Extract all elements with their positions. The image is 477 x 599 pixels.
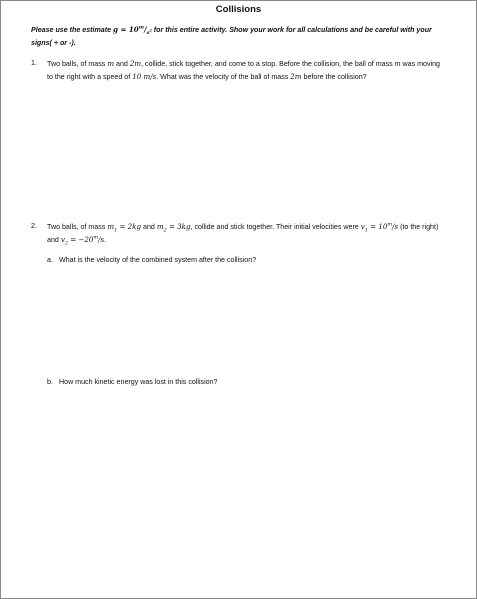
subquestion-letter: a.: [47, 256, 53, 264]
q2-mass-1: [107, 222, 142, 234]
q2-text-part: .: [104, 235, 107, 244]
q2-mass1-symbol: m: [107, 222, 115, 231]
subquestion-letter: b.: [47, 378, 53, 386]
q2-v2-value: = −20: [67, 234, 94, 244]
q1-text-part: . What was the velocity of the ball of mass: [156, 72, 291, 81]
q2-text-part: Two balls, of mass: [47, 223, 108, 231]
q1-mass-2m: 2m: [129, 59, 142, 68]
gravity-unit-slash: /: [143, 25, 147, 34]
instructions-text-end: for this entire activity. Show your work for all calculations and be careful with your signs( + or -).: [31, 26, 432, 47]
gravity-unit-num: m: [138, 24, 144, 31]
subquestion-text: What is the velocity of the combined system after the collision?: [59, 256, 257, 264]
q1-mass-2m: 2m: [290, 71, 302, 81]
question-2: [31, 221, 446, 246]
q2-v1-unit-num: m: [387, 221, 393, 228]
question-1: [31, 58, 446, 83]
q2-mass-2: [156, 222, 191, 234]
subquestion-a: [47, 255, 447, 267]
q2-mass2-sub: 2: [163, 227, 167, 234]
q2-v1-symbol: v: [360, 222, 365, 231]
q1-mass-m: m: [107, 59, 115, 68]
gravity-unit-den: s: [146, 30, 150, 37]
gravity-value: g = 10: [113, 25, 139, 34]
q1-text-part: before the collision?: [301, 72, 367, 81]
q2-text-part: (to the right) and: [47, 223, 439, 244]
question-text: [47, 58, 446, 83]
subquestion-b: [47, 377, 447, 389]
q2-v1-sub: 1: [364, 227, 368, 234]
q2-v1-value: = 10: [367, 222, 388, 231]
q2-mass2-symbol: m: [156, 222, 164, 231]
q1-text-part: , collide, stick together, and come to a stop. Before the collision, the ball of mass m was moving to the right with a speed of: [47, 60, 440, 81]
instructions-text-start: Please use the estimate: [31, 26, 114, 34]
q1-text-part: and: [114, 60, 130, 68]
subquestion-text: How much kinetic energy was lost in this collision?: [59, 378, 218, 386]
question-number: 1.: [31, 59, 37, 67]
q2-v2-unit-num: m: [93, 234, 99, 241]
q2-velocity-1: [360, 221, 399, 234]
q2-text-part: and: [141, 223, 157, 231]
gravity-unit-exp: 2: [149, 28, 152, 33]
q2-v2-sub: 2: [64, 239, 68, 246]
question-number: 2.: [31, 222, 37, 230]
page-title: Collisions: [215, 4, 262, 15]
question-text: [47, 221, 446, 246]
q2-velocity-2: [60, 234, 107, 246]
q2-mass1-value: = 2kg: [117, 222, 142, 231]
q1-text-part: Two balls, of mass: [47, 60, 108, 68]
q1-speed: 10 m/s: [132, 71, 157, 81]
q2-v2-symbol: v: [60, 234, 65, 244]
q2-text-part: , collide and stick together. Their initial velocities were: [190, 223, 361, 231]
q2-mass1-sub: 1: [114, 227, 118, 234]
instructions: [31, 24, 451, 49]
q2-mass2-value: = 3kg: [166, 222, 191, 231]
gravity-formula: [113, 24, 152, 37]
q2-v1-unit-den: /s: [392, 222, 399, 231]
q2-v2-unit-den: /s: [98, 234, 105, 244]
